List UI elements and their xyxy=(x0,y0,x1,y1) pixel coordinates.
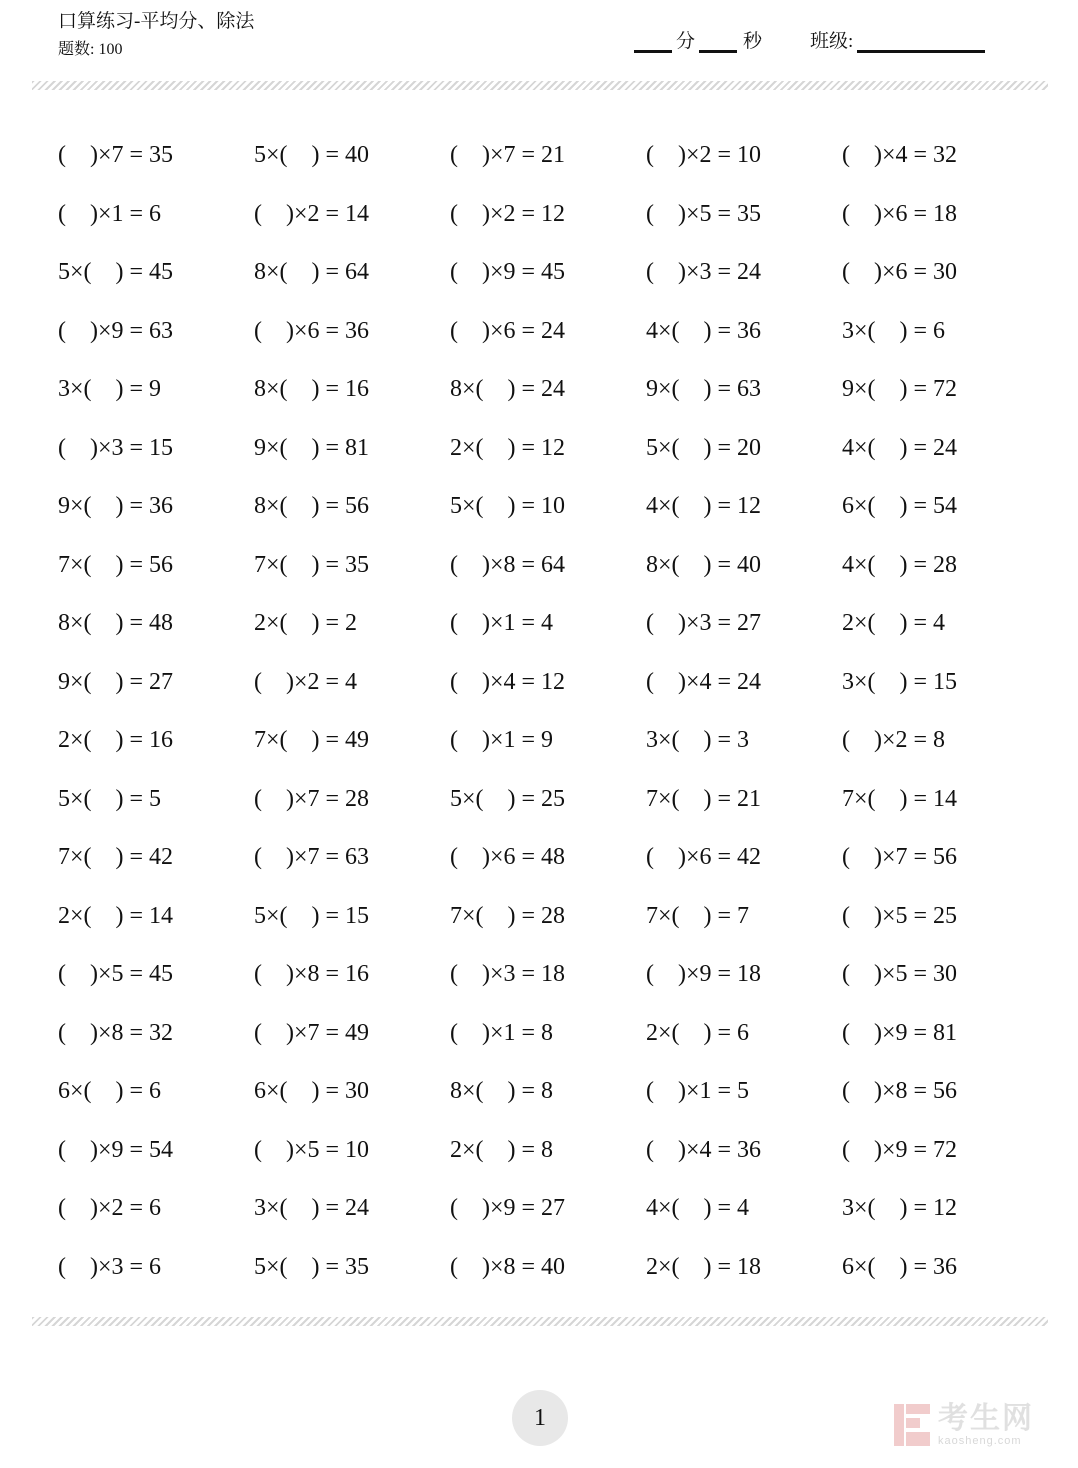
problem-item: 9×( ) = 72 xyxy=(842,376,958,402)
problem-item: ( )×6 = 18 xyxy=(842,200,958,227)
problem-item: 2×( ) = 18 xyxy=(646,1253,762,1280)
problem-item: 5×( ) = 25 xyxy=(450,785,566,812)
problem-item: ( )×3 = 27 xyxy=(646,610,762,636)
problem-item: ( )×5 = 10 xyxy=(254,1136,370,1163)
problem-item: 7×( ) = 28 xyxy=(450,902,566,929)
problem-item: ( )×9 = 27 xyxy=(450,1195,566,1221)
problem-item: 6×( ) = 6 xyxy=(58,1078,162,1104)
problem-item: 8×( ) = 24 xyxy=(450,376,566,402)
problem-item: 6×( ) = 30 xyxy=(254,1078,370,1104)
problem-item: 2×( ) = 12 xyxy=(450,434,566,461)
problem-item: ( )×5 = 30 xyxy=(842,961,958,987)
problem-item: 8×( ) = 56 xyxy=(254,493,370,519)
problem-item: 9×( ) = 63 xyxy=(646,376,762,402)
problem-item: 5×( ) = 15 xyxy=(254,902,370,929)
problem-item: 5×( ) = 20 xyxy=(646,434,762,461)
problem-item: ( )×8 = 16 xyxy=(254,961,370,987)
problem-item: 7×( ) = 56 xyxy=(58,551,174,578)
problem-item: ( )×8 = 32 xyxy=(58,1019,174,1046)
problem-item: ( )×5 = 25 xyxy=(842,902,958,929)
problem-item: ( )×2 = 4 xyxy=(254,668,358,695)
problem-item: ( )×3 = 18 xyxy=(450,961,566,987)
problem-item: ( )×6 = 42 xyxy=(646,844,762,870)
problem-item: 2×( ) = 16 xyxy=(58,727,174,753)
minutes-blank[interactable] xyxy=(634,50,672,53)
problem-item: 7×( ) = 21 xyxy=(646,785,762,812)
page-number: 1 xyxy=(512,1390,568,1446)
problem-item: ( )×9 = 63 xyxy=(58,317,174,344)
problem-item: ( )×3 = 15 xyxy=(58,434,174,461)
problem-item: 4×( ) = 12 xyxy=(646,493,762,519)
worksheet-title: 口算练习-平均分、除法 xyxy=(58,11,255,32)
top-divider xyxy=(32,81,1048,90)
problem-item: ( )×1 = 4 xyxy=(450,610,554,636)
problem-count: 题数: 100 xyxy=(58,41,123,58)
problem-item: 3×( ) = 3 xyxy=(646,727,750,753)
problem-item: ( )×6 = 36 xyxy=(254,317,370,344)
problem-item: ( )×5 = 45 xyxy=(58,961,174,987)
problem-item: 6×( ) = 36 xyxy=(842,1253,958,1280)
problem-item: 5×( ) = 10 xyxy=(450,493,566,519)
problem-item: ( )×4 = 24 xyxy=(646,668,762,695)
problem-item: 8×( ) = 48 xyxy=(58,610,174,636)
problem-item: 9×( ) = 81 xyxy=(254,434,370,461)
problem-item: ( )×8 = 64 xyxy=(450,551,566,578)
problem-item: ( )×7 = 56 xyxy=(842,844,958,870)
problem-item: 4×( ) = 24 xyxy=(842,434,958,461)
problem-item: 5×( ) = 40 xyxy=(254,142,370,168)
problem-item: ( )×7 = 63 xyxy=(254,844,370,870)
problem-item: 4×( ) = 28 xyxy=(842,551,958,578)
problem-item: ( )×1 = 5 xyxy=(646,1078,750,1104)
problem-item: 3×( ) = 9 xyxy=(58,376,162,402)
problem-item: ( )×1 = 9 xyxy=(450,727,554,753)
problem-item: ( )×5 = 35 xyxy=(646,200,762,227)
problem-item: ( )×9 = 18 xyxy=(646,961,762,987)
problem-item: ( )×2 = 8 xyxy=(842,727,946,753)
problem-item: ( )×9 = 54 xyxy=(58,1136,174,1163)
problem-item: 9×( ) = 36 xyxy=(58,493,174,519)
problem-item: 8×( ) = 64 xyxy=(254,259,370,285)
problem-item: 2×( ) = 4 xyxy=(842,610,946,636)
minutes-label: 分 xyxy=(676,31,696,52)
problem-item: ( )×8 = 40 xyxy=(450,1253,566,1280)
class-blank[interactable] xyxy=(857,50,985,53)
problem-item: ( )×9 = 81 xyxy=(842,1019,958,1046)
problem-item: 7×( ) = 42 xyxy=(58,844,174,870)
problem-item: 5×( ) = 35 xyxy=(254,1253,370,1280)
problem-grid xyxy=(58,128,1038,1298)
problem-item: ( )×9 = 72 xyxy=(842,1136,958,1163)
problem-item: 6×( ) = 54 xyxy=(842,493,958,519)
problem-item: 2×( ) = 6 xyxy=(646,1019,750,1046)
problem-item: 7×( ) = 7 xyxy=(646,902,750,929)
problem-item: 8×( ) = 40 xyxy=(646,551,762,578)
problem-item: 8×( ) = 16 xyxy=(254,376,370,402)
problem-item: ( )×2 = 14 xyxy=(254,200,370,227)
problem-item: ( )×6 = 48 xyxy=(450,844,566,870)
bottom-divider xyxy=(32,1317,1048,1326)
problem-item: 9×( ) = 27 xyxy=(58,668,174,695)
problem-item: ( )×3 = 24 xyxy=(646,259,762,285)
problem-item: 4×( ) = 4 xyxy=(646,1195,750,1221)
problem-item: ( )×6 = 30 xyxy=(842,259,958,285)
problem-item: ( )×6 = 24 xyxy=(450,317,566,344)
problem-item: 5×( ) = 45 xyxy=(58,259,174,285)
problem-item: 3×( ) = 15 xyxy=(842,668,958,695)
problem-item: 8×( ) = 8 xyxy=(450,1078,554,1104)
problem-item: 3×( ) = 12 xyxy=(842,1195,958,1221)
problem-item: ( )×4 = 36 xyxy=(646,1136,762,1163)
problem-item: 2×( ) = 14 xyxy=(58,902,174,929)
problem-item: ( )×1 = 6 xyxy=(58,200,162,227)
problem-item: 2×( ) = 8 xyxy=(450,1136,554,1163)
problem-item: ( )×4 = 32 xyxy=(842,142,958,168)
logo-mark-icon xyxy=(892,1402,932,1448)
class-area xyxy=(810,26,985,53)
problem-item: 5×( ) = 5 xyxy=(58,785,162,812)
problem-item: 7×( ) = 14 xyxy=(842,785,958,812)
logo-text: 考生网 xyxy=(938,1402,1034,1435)
problem-item: ( )×4 = 12 xyxy=(450,668,566,695)
problem-item: ( )×2 = 10 xyxy=(646,142,762,168)
logo-url: kaosheng.com xyxy=(938,1435,1022,1447)
site-logo xyxy=(892,1402,1034,1448)
problem-item: 7×( ) = 49 xyxy=(254,727,370,753)
timer-area xyxy=(634,26,762,53)
problem-item: ( )×7 = 21 xyxy=(450,142,566,168)
problem-item: ( )×7 = 28 xyxy=(254,785,370,812)
problem-item: ( )×9 = 45 xyxy=(450,259,566,285)
problem-item: 2×( ) = 2 xyxy=(254,610,358,636)
problem-item: 4×( ) = 36 xyxy=(646,317,762,344)
problem-item: ( )×3 = 6 xyxy=(58,1253,162,1280)
seconds-blank[interactable] xyxy=(699,50,737,53)
problem-item: ( )×1 = 8 xyxy=(450,1019,554,1046)
problem-item: 7×( ) = 35 xyxy=(254,551,370,578)
problem-item: ( )×7 = 35 xyxy=(58,142,174,168)
class-label: 班级: xyxy=(810,31,854,52)
problem-item: ( )×2 = 12 xyxy=(450,200,566,227)
problem-item: 3×( ) = 6 xyxy=(842,317,946,344)
problem-item: ( )×8 = 56 xyxy=(842,1078,958,1104)
problem-item: 3×( ) = 24 xyxy=(254,1195,370,1221)
problem-item: ( )×2 = 6 xyxy=(58,1195,162,1221)
seconds-label: 秒 xyxy=(743,31,763,52)
problem-item: ( )×7 = 49 xyxy=(254,1019,370,1046)
